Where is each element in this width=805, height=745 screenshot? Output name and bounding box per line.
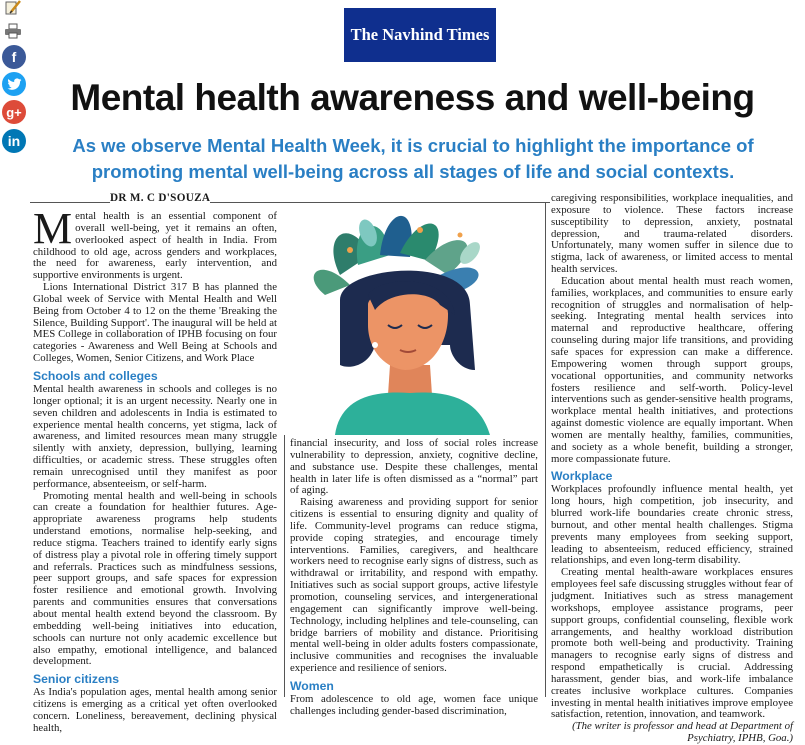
- paragraph: Workplaces profoundly influence mental health, yet long hours, high competition, job insecurity, and blurred work-life boundaries create chronic stress, burnout, and other mental health challenges. Stigma prevents many employees from seeking support, leading to absenteeism, reduced efficiency, strained relationships, and even long-term disability.: [551, 483, 793, 567]
- edit-icon[interactable]: [4, 0, 22, 16]
- facebook-share-button[interactable]: [2, 45, 26, 69]
- paragraph: financial insecurity, and loss of social roles increase vulnerability to depression, anxiety, cognitive decline, and substance use. Despite these challenges, mental health in later life is often dismissed as a “normal” part of aging.: [290, 437, 538, 497]
- googleplus-icon: g+: [6, 104, 22, 120]
- paragraph: ental health is an essential component of overall well-being, yet it remains an often, overlooked aspect of health in India. From childhood to old age, across genders and workplaces, the need for awareness, early intervention, and supportive environments is urgent.: [33, 210, 277, 282]
- googleplus-share-button[interactable]: [2, 100, 26, 124]
- masthead-name: The Navhind Times: [350, 25, 490, 44]
- paragraph: Lions International District 317 B has planned the Global week of Service with Mental Health and Well Being from October 4 to 12 on the theme 'Breaking the Silence, Building Support'. The inaugural will be held at MES College in collaboration of IPHB focusing on four categories - Awareness and Well Being at Schools and Colleges, Women, Senior Citizens, and Work Place: [33, 281, 277, 365]
- print-icon[interactable]: [4, 23, 22, 39]
- paragraph: Education about mental health must reach women, families, workplaces, and communities to ensure early recognition of struggles and normalisation of help-seeking. Integrating mental health services into maternal and reproductive healthcare, offering counseling during major life transitions, and providing safe spaces for expression can make a difference. Empowering women through support groups, vocational opportunities, and community networks fosters resilience and self-worth. Policy-level interventions such as gender-sensitive health programs, workplace mental health initiatives, and protections against domestic violence are equally important. When women are mentally healthy, families, communities, and society as a whole benefit, building a stronger, more compassionate future.: [551, 274, 793, 465]
- article-byline: DR M. C D'SOUZA: [110, 192, 211, 204]
- paragraph: caregiving responsibilities, workplace inequalities, and exposure to violence. These factors increase susceptibility to depression, anxiety, postnatal depression, and trauma-related disorders. Unfortunately, many women suffer in silence due to stigma, lack of awareness, or limited access to mental health services.: [551, 192, 793, 276]
- article-column-1: [33, 204, 277, 735]
- divider: [30, 202, 110, 203]
- paragraph: Promoting mental health and well-being in schools can create a foundation for healthier futures. Age-appropriate awareness programs help students understand emotions, normalise help-seeking, and reduce stigma. Teachers trained to identify early signs of distress play a pivotal role in offering timely support and referrals. Practices such as mindfulness sessions, peer support groups, and safe spaces for expression foster resilience and emotional growth. Involving parents and communities ensures that conversations about mental health extend beyond the classroom. By embedding well-being initiatives into education, schools can nurture not only academic excellence but also empathy, emotional intelligence, and balanced development.: [33, 489, 277, 668]
- twitter-bird-icon: [7, 78, 22, 91]
- masthead-logo[interactable]: [344, 8, 496, 62]
- article-column-3: [551, 193, 793, 745]
- section-heading-women: Women: [290, 678, 334, 693]
- twitter-share-button[interactable]: [2, 72, 26, 96]
- woman-with-plants-illustration: [280, 195, 545, 435]
- section-heading-senior: Senior citizens: [33, 672, 120, 687]
- drop-cap: M: [33, 204, 73, 253]
- paragraph: From adolescence to old age, women face unique challenges including gender-based discrimination,: [290, 692, 538, 717]
- author-note: (The writer is professor and head at Department of Psychiatry, IPHB, Goa.): [572, 720, 793, 745]
- linkedin-share-button[interactable]: [2, 129, 26, 153]
- paragraph: Raising awareness and providing support for senior citizens is essential to ensuring dignity and quality of life. Community-level programs can reduce stigma, provide coping strategies, and encourage timely interventions. Families, caregivers, and healthcare workers need to recognise early signs of distress, such as withdrawal or irritability, and respond with empathy. Initiatives such as social support groups, active lifestyle promotion, counseling services, and intergenerational engagement can significantly improve well-being. Technology, including helplines and tele-counseling, can bridge barriers of mobility and distance. Prioritising mental well-being in older adults fosters compassionate, inclusive communities and recognises the invaluable experience and resilience of seniors.: [290, 496, 538, 675]
- linkedin-icon: in: [7, 133, 21, 149]
- article-headline: Mental health awareness and well-being: [70, 77, 755, 118]
- column-divider: [545, 202, 546, 697]
- column-divider: [284, 435, 285, 697]
- facebook-icon: f: [11, 49, 17, 65]
- article-standfirst: As we observe Mental Health Week, it is crucial to highlight the importance of promoting mental well-being across all stages of life and social contexts.: [72, 135, 754, 182]
- paragraph: Creating mental health-aware workplaces ensures employees feel safe discussing struggles without fear of judgment. Initiatives such as stress management workshops, employee assistance programs, peer support groups, confidential counseling, flexible work arrangements, and healthy workload distribution promote both well-being and productivity. Training managers to recognise early signs of distress and respond empathetically is crucial. Addressing harassment, gender bias, and work-life imbalance creates inclusive workplace cultures. Companies investing in mental health initiatives improve employee satisfaction, retention, innovation, and teamwork.: [551, 566, 793, 721]
- paragraph: Mental health awareness in schools and colleges is no longer optional; it is an urgent necessity. Nearly one in seven children and adolescents in India is estimated to experience mental health concerns, yet stigma, lack of awareness, and limited resources mean many struggle silently with anxiety, depression, bullying, learning difficulties, or academic stress. These struggles often remain unrecognised until they manifest as poor performance, absenteeism, or self-harm.: [33, 382, 277, 490]
- paragraph: As India's population ages, mental health among senior citizens is emerging as a critical yet often overlooked concern. Loneliness, bereavement, declining physical health,: [33, 686, 277, 734]
- section-heading-workplace: Workplace: [551, 469, 613, 484]
- section-heading-schools: Schools and colleges: [33, 368, 158, 383]
- article-column-2: [290, 438, 538, 718]
